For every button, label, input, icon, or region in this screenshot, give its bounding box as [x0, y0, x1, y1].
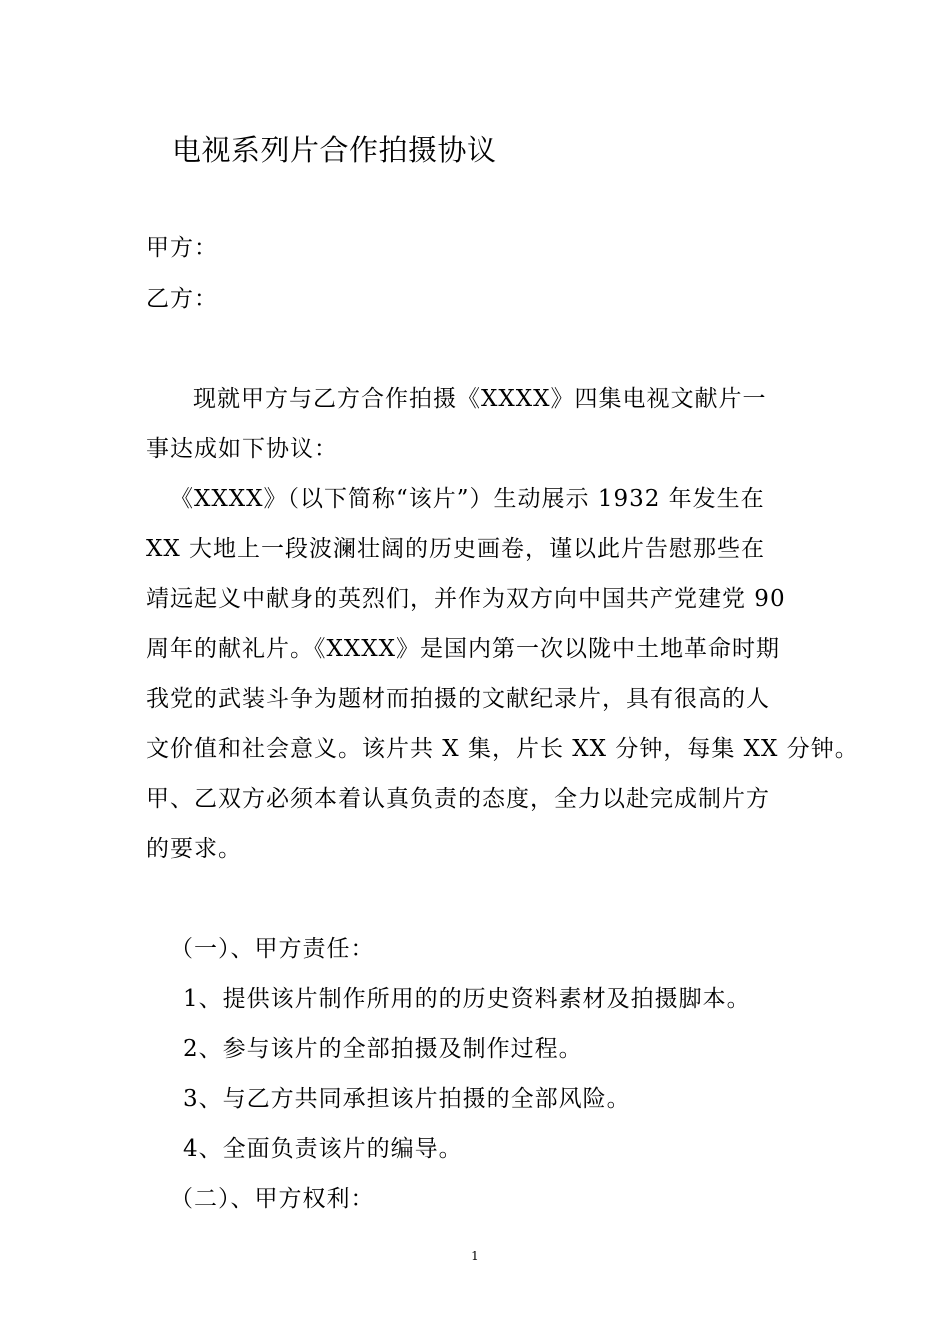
body-line: 周年的献礼片。《XXXX》是国内第一次以陇中土地革命时期 [146, 636, 780, 662]
list-item: 1、提供该片制作所用的的历史资料素材及拍摄脚本。 [183, 986, 751, 1012]
section-heading-party-a-duties: （一）、甲方责任： [170, 936, 375, 962]
body-line: 靖远起义中献身的英烈们，并作为双方向中国共产党建党 90 [146, 586, 786, 612]
body-line: 甲、乙双方必须本着认真负责的态度，全力以赴完成制片方 [146, 786, 770, 812]
body-line: 《XXXX》（以下简称“该片”）生动展示 1932 年发生在 [170, 486, 765, 512]
body-line: 我党的武装斗争为题材而拍摄的文献纪录片，具有很高的人 [146, 686, 770, 712]
list-item: 4、全面负责该片的编导。 [183, 1136, 463, 1162]
body-line: 文价值和社会意义。该片共 X 集，片长 XX 分钟，每集 XX 分钟。 [146, 736, 859, 762]
intro-line: 现就甲方与乙方合作拍摄《XXXX》四集电视文献片一 [193, 386, 767, 412]
document-title: 电视系列片合作拍摄协议 [172, 133, 497, 167]
intro-line: 事达成如下协议： [146, 436, 338, 462]
list-item: 3、与乙方共同承担该片拍摄的全部风险。 [183, 1086, 631, 1112]
page-number: 1 [471, 1249, 479, 1263]
body-line: XX 大地上一段波澜壮阔的历史画卷，谨以此片告慰那些在 [146, 536, 766, 562]
body-line: 的要求。 [146, 836, 242, 862]
list-item: 2、参与该片的全部拍摄及制作过程。 [183, 1036, 583, 1062]
section-heading-party-a-rights: （二）、甲方权利： [170, 1186, 375, 1212]
party-a-label: 甲方： [146, 235, 218, 261]
party-b-label: 乙方： [146, 286, 218, 312]
